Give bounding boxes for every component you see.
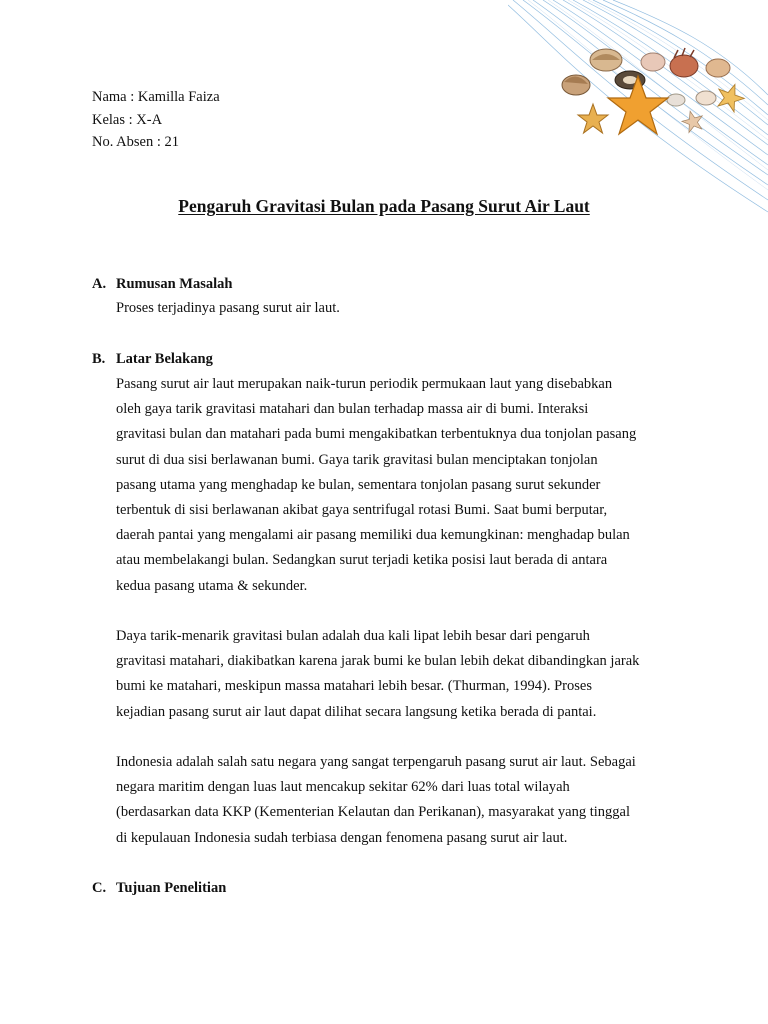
- text-line: kedua pasang utama & sekunder.: [116, 577, 308, 594]
- text-line: terbentuk di sisi berlawanan akibat gaya sentrifugal rotasi Bumi. Saat bumi berputar,: [116, 502, 608, 519]
- student-number: No. Absen : 21: [92, 134, 179, 150]
- document-title: Pengaruh Gravitasi Bulan pada Pasang Surut Air Laut: [178, 196, 590, 216]
- section-letter: A.: [92, 276, 107, 292]
- text-line: bumi ke matahari, meskipun massa matahari lebih besar. (Thurman, 1994). Proses: [116, 678, 592, 695]
- text-line: pasang utama yang menghadap ke bulan, sementara tonjolan pasang surut sekunder: [116, 476, 601, 493]
- section-title: Rumusan Masalah: [116, 276, 233, 292]
- text-line: oleh gaya tarik gravitasi matahari dan bulan terhadap massa air di bumi. Interaksi: [116, 401, 589, 418]
- text-line: gravitasi bulan dan matahari pada bumi mengakibatkan terbentuknya dua tonjolan pasang: [116, 426, 637, 443]
- text-line: (berdasarkan data KKP (Kementerian Kelautan dan Perikanan), masyarakat yang tinggal: [116, 804, 631, 821]
- section-a-body: [116, 296, 681, 321]
- text-line: di kepulauan Indonesia sudah terbiasa dengan fenomena pasang surut air laut.: [116, 829, 568, 846]
- section-title: Tujuan Penelitian: [116, 880, 227, 896]
- text-line: kejadian pasang surut air laut dapat dilihat secara langsung ketika berada di pantai.: [116, 703, 597, 720]
- section-a-heading: [92, 276, 232, 293]
- section-letter: C.: [92, 880, 107, 896]
- section-b-heading: [92, 351, 213, 368]
- section-b-paragraph-2: [116, 624, 681, 725]
- section-b-paragraph-1: [116, 372, 681, 599]
- text-line: Proses terjadinya pasang surut air laut.: [116, 300, 340, 316]
- text-line: surut di dua sisi berlawanan bumi. Gaya tarik gravitasi bulan menciptakan tonjolan: [116, 451, 598, 468]
- text-line: atau membelakangi bulan. Sedangkan surut terjadi ketika posisi laut berada di antara: [116, 552, 608, 569]
- student-name: Nama : Kamilla Faiza: [92, 89, 220, 105]
- student-class: Kelas : X-A: [92, 111, 163, 128]
- text-line: gravitasi matahari, diakibatkan karena jarak bumi ke bulan lebih dekat dibandingkan jarak: [116, 653, 640, 670]
- seashells-starfish-icon: [508, 0, 768, 215]
- student-info: [92, 86, 220, 154]
- text-line: Pasang surut air laut merupakan naik-turun periodik permukaan laut yang disebabkan: [116, 376, 613, 392]
- section-b-paragraph-3: [116, 750, 681, 851]
- text-line: Indonesia adalah salah satu negara yang sangat terpengaruh pasang surut air laut. Sebagai: [116, 754, 636, 770]
- section-letter: B.: [92, 351, 106, 367]
- text-line: daerah pantai yang mengalami air pasang memiliki dua kemungkinan: menghadap bulan: [116, 527, 630, 544]
- section-title: Latar Belakang: [116, 351, 213, 367]
- text-line: negara maritim dengan luas laut mencakup sekitar 62% dari luas total wilayah: [116, 779, 570, 796]
- text-line: Daya tarik-menarik gravitasi bulan adalah dua kali lipat lebih besar dari pengaruh: [116, 628, 590, 644]
- section-c-heading: [92, 880, 226, 897]
